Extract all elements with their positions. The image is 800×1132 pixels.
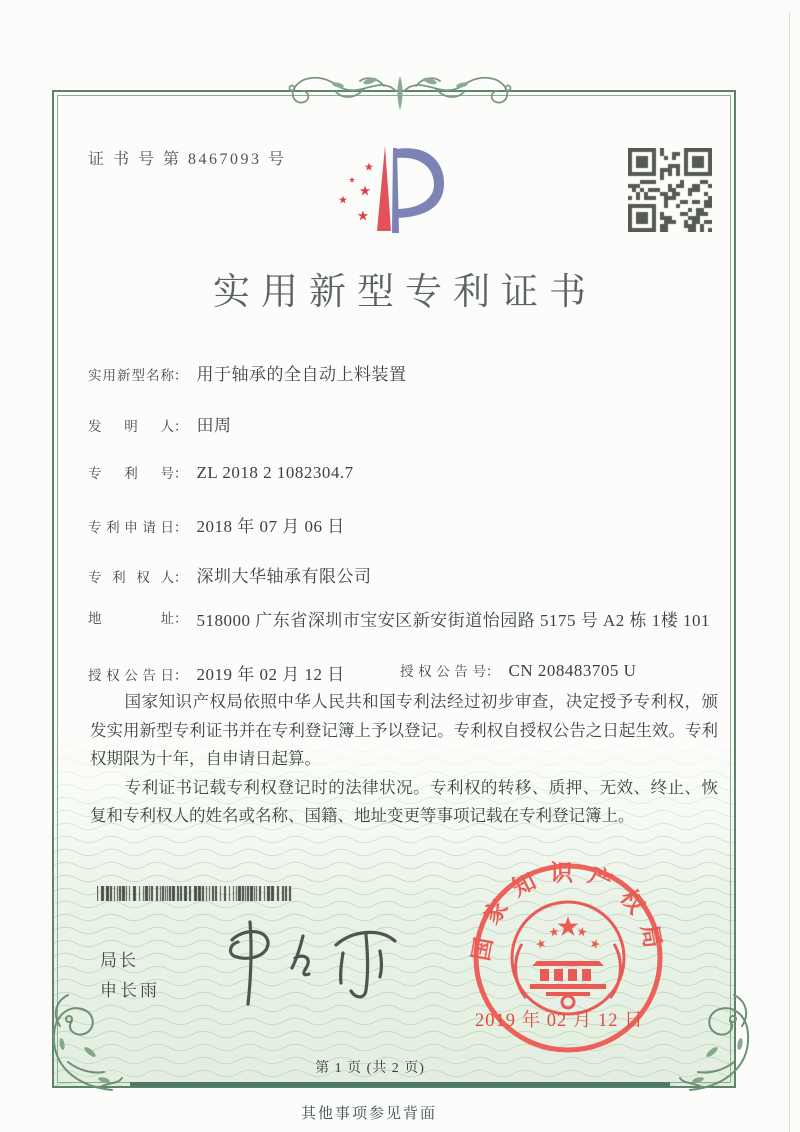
field-label: 专利号 (88, 466, 174, 481)
field-grant-row (88, 660, 637, 685)
field-label: 地址 (88, 611, 174, 626)
field-label: 发明人 (88, 419, 174, 434)
field-value: CN 208483705 U (508, 661, 637, 680)
field-grant-number (400, 660, 636, 681)
colon: ： (174, 668, 188, 683)
cnipa-logo-icon (330, 136, 480, 251)
field-patentee (88, 562, 372, 587)
certificate-title: 实用新型专利证书 (213, 272, 597, 313)
field-value: 518000 广东省深圳市宝安区新安街道怡园路 5175 号 A2 栋 1楼 101 (196, 611, 711, 630)
ornament-top-center-icon (282, 64, 518, 118)
ornament-bottom-right-icon (678, 992, 764, 1094)
field-grant-date (88, 667, 345, 684)
signature-icon (208, 916, 408, 1011)
field-value: 田周 (196, 416, 232, 435)
field-value: 用于轴承的全自动上料装置 (196, 365, 407, 384)
colon: ： (174, 368, 188, 383)
field-label: 授权公告日 (88, 668, 174, 683)
field-label: 专利权人 (88, 570, 174, 585)
ornament-bottom-left-icon (38, 992, 124, 1094)
colon: ： (174, 520, 188, 535)
page-number: 第 1 页 (共 2 页) (315, 1061, 425, 1076)
field-value: 2018 年 07 月 06 日 (196, 517, 345, 536)
legal-paragraphs (90, 688, 718, 831)
seal-ring-text: 国家知识产权局 (468, 860, 668, 963)
officer-name: 申长雨 (100, 981, 160, 1000)
field-utility-model-name (88, 360, 407, 385)
paragraph-grant-statement: 国家知识产权局依照中华人民共和国专利法经过初步审查，决定授予专利权，颁发实用新型专利证书并在专利登记簿上予以登记。专利权自授权公告之日起生效。专利权期限为十年，自申请日起算。 (90, 692, 718, 769)
colon: ： (174, 611, 188, 626)
paragraph-register-statement: 专利证书记载专利权登记时的法律状况。专利权的转移、质押、无效、终止、恢复和专利权人的姓名或名称、国籍、地址变更等事项记载在专利登记簿上。 (90, 777, 718, 826)
colon: ： (174, 419, 188, 434)
national-emblem-icon (512, 902, 624, 1014)
barcode (97, 886, 293, 901)
field-label: 专利申请日 (88, 520, 174, 535)
back-note: 其他事项参见背面 (300, 1106, 437, 1122)
field-filing-date (88, 512, 345, 537)
officer-title: 局长 (100, 951, 138, 970)
field-label: 实用新型名称 (88, 368, 174, 383)
colon: ： (174, 466, 188, 481)
qr-code (628, 148, 712, 232)
colon: ： (174, 570, 188, 585)
colon: ： (486, 664, 500, 679)
field-patent-number (88, 462, 354, 483)
field-value: 深圳大华轴承有限公司 (196, 567, 372, 586)
field-value: 2019 年 02 月 12 日 (196, 665, 345, 684)
field-address (88, 607, 712, 634)
field-value: ZL 2018 2 1082304.7 (196, 463, 354, 482)
official-seal (468, 858, 668, 1058)
svg-text:国家知识产权局 (468, 860, 667, 962)
seal-date: 2019 年 02 月 12 日 (475, 1011, 644, 1031)
field-label: 授权公告号 (400, 664, 486, 679)
field-inventor (88, 411, 232, 436)
certificate-number: 证 书 号 第 8467093 号 (88, 151, 287, 168)
